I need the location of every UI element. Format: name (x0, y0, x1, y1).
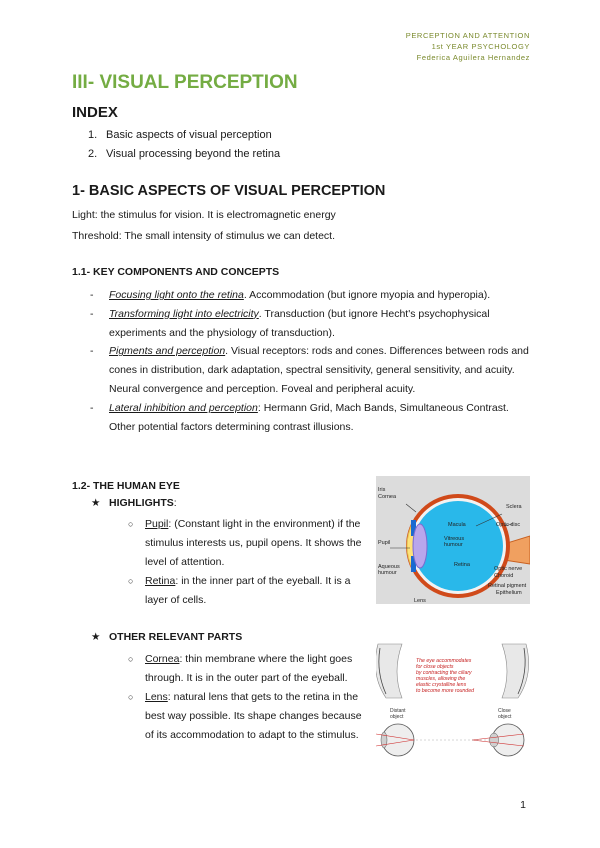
header-author: Federica Aguilera Hernandez (416, 53, 530, 62)
part-text: : natural lens that gets to the retina in the best way possible. Its shape changes because of its accommodation to adapt to the stimulus. (145, 691, 362, 741)
header-year: 1st YEAR PSYCHOLOGY (431, 42, 530, 51)
light-definition: Light: the stimulus for vision. It is electromagnetic energy (72, 209, 336, 221)
close-object-label: object (498, 714, 512, 720)
sclera-label: Sclera (506, 504, 522, 510)
concept-text: . Visual receptors: rods and cones. Differences between rods and cones in distribution, dark adaptation, spectral sensitivity, general sensitivity, and acuity. Neural convergence and perception. Foveal and peripheral acuity. (109, 345, 529, 395)
dash-bullet: - (90, 401, 94, 414)
index-number: 1. (88, 129, 98, 141)
concept-term: Transforming light into electricity (109, 307, 259, 320)
dash-bullet: - (90, 307, 94, 320)
star-icon: ★ (91, 497, 101, 509)
accommodation-diagram (376, 636, 530, 768)
caption-line: to become more rounded (416, 688, 474, 694)
list-item (128, 688, 368, 745)
iris-label: Iris (378, 487, 386, 493)
caption-line: by contracting the ciliary (416, 670, 472, 676)
concept-text: . Accommodation (but ignore myopia and hyperopia). (243, 289, 491, 301)
humour-label: humour (378, 570, 397, 576)
distant-object-label: object (390, 714, 404, 720)
part-term: Retina (145, 575, 176, 587)
part-term: Lens (145, 691, 168, 703)
list-item (128, 572, 368, 610)
list-item (128, 515, 368, 572)
part-term: Cornea (145, 653, 180, 665)
concept-term: Lateral inhibition and perception (109, 401, 258, 414)
eye-anatomy-diagram (376, 476, 530, 604)
part-text: : (Constant light in the environment) if the stimulus interests us, pupil opens. It shows the level of attention. (145, 518, 362, 568)
list-item (90, 305, 530, 343)
circle-bullet-icon: ○ (128, 692, 134, 702)
index-item (88, 145, 280, 164)
highlights-list (128, 515, 368, 610)
choroid-label: Choroid (494, 573, 514, 579)
lens-round-shape (490, 733, 499, 747)
lens-shape (413, 524, 427, 568)
vitreous-humour-label: humour (444, 542, 463, 548)
list-item (90, 342, 530, 398)
section-1-2-heading: 1.2- THE HUMAN EYE (72, 480, 180, 492)
cornea-label: Cornea (378, 494, 397, 500)
distant-label: Distant (390, 708, 406, 714)
retina-label: Retina (454, 562, 470, 568)
key-concepts-list (90, 286, 530, 436)
caption-line: elastic crystalline lens (416, 682, 467, 688)
section-1-1-heading: 1.1- KEY COMPONENTS AND CONCEPTS (72, 266, 280, 278)
caption-line: muscles, allowing the (416, 676, 466, 682)
list-item (128, 650, 368, 688)
page-title: III- VISUAL PERCEPTION (72, 72, 298, 93)
optic-disc-label: Optic disc (496, 522, 521, 528)
star-icon: ★ (91, 631, 101, 643)
threshold-definition: Threshold: The small intensity of stimulus we can detect. (72, 230, 336, 242)
part-text: : in the inner part of the eyeball. It is a layer of cells. (145, 575, 351, 606)
pupil-label: Pupil (378, 540, 391, 546)
list-item (90, 399, 530, 437)
other-parts-heading (91, 631, 242, 643)
lens-flat-shape (381, 732, 387, 748)
page-header (406, 30, 530, 63)
circle-bullet-icon: ○ (128, 576, 134, 586)
macula-label: Macula (448, 522, 466, 528)
index-list (88, 126, 280, 163)
concept-term: Pigments and perception (109, 345, 226, 358)
page-number: 1 (520, 799, 526, 811)
index-item-text: Basic aspects of visual perception (106, 129, 272, 141)
other-parts-label: OTHER RELEVANT PARTS (109, 631, 243, 643)
optic-nerve-label: Optic nerve (494, 566, 523, 572)
caption-line: The eye accommodates (416, 658, 472, 664)
dash-bullet: - (90, 345, 94, 358)
index-item-text: Visual processing beyond the retina (106, 147, 281, 160)
index-heading: INDEX (72, 104, 118, 121)
header-course: PERCEPTION AND ATTENTION (405, 31, 530, 40)
close-label: Close (498, 708, 511, 714)
section-1-heading: 1- BASIC ASPECTS OF VISUAL PERCEPTION (72, 183, 386, 199)
dash-bullet: - (90, 289, 94, 301)
part-term: Pupil (145, 518, 169, 530)
epithelium-label: Epithelium (496, 590, 522, 596)
retinal-pigment-label: Retinal pigment (488, 583, 527, 589)
part-text: : thin membrane where the light goes through. It is in the outer part of the eyeball. (145, 653, 353, 684)
aqueous-label: Aqueous (378, 564, 400, 570)
circle-bullet-icon: ○ (128, 519, 134, 529)
highlights-label: HIGHLIGHTS (109, 497, 174, 509)
index-item (88, 126, 280, 145)
other-parts-list (128, 650, 368, 745)
concept-text: . Transduction (but ignore Hecht's psychophysical experiments and the physiology of transduction). (109, 307, 490, 339)
index-number: 2. (88, 147, 98, 160)
highlights-heading (91, 497, 177, 509)
concept-term: Focusing light onto the retina (109, 289, 244, 301)
list-item (90, 286, 530, 305)
lens-label: Lens (414, 598, 426, 604)
vitreous-label: Vitreous (444, 536, 465, 542)
concept-text: : Hermann Grid, Mach Bands, Simultaneous Contrast. Other potential factors determining contrast illusions. (109, 401, 509, 433)
circle-bullet-icon: ○ (128, 654, 134, 664)
caption-line: for close objects (416, 664, 454, 670)
highlights-colon: : (173, 497, 177, 509)
